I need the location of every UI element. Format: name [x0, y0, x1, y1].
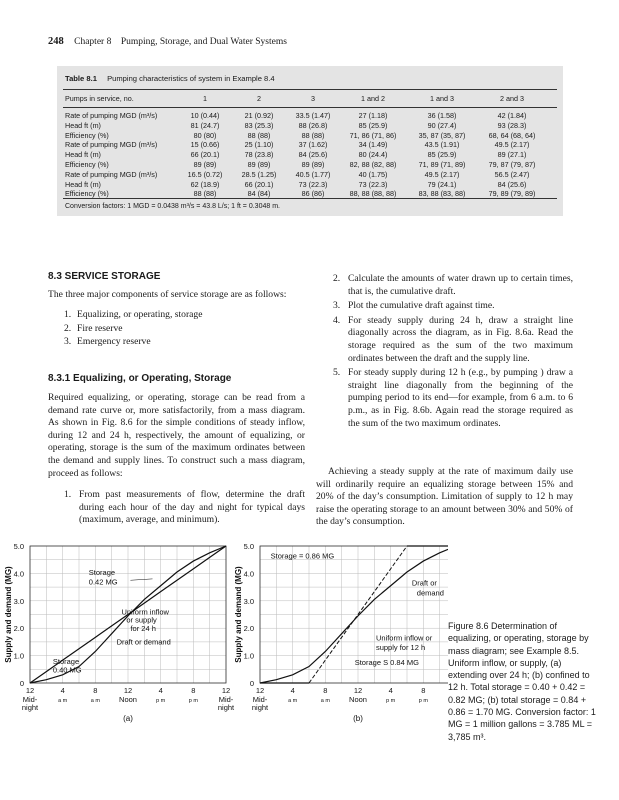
table-cell: 84 (25.6)	[497, 179, 527, 189]
table-row	[65, 131, 555, 141]
y-tick-label: 0	[19, 679, 24, 688]
table-cell: 80 (80)	[193, 130, 217, 140]
x-tick-sublabel: a m	[58, 698, 68, 704]
table-cell: 81 (24.7)	[190, 120, 220, 130]
list-item: 2. Fire reserve	[64, 322, 123, 334]
table-cell: 33.5 (1.47)	[295, 111, 331, 120]
annotation-storage-a-bottom: 0.40 MG	[52, 665, 82, 675]
annotation-storage-a-bottom: Storage	[52, 656, 80, 666]
table-cell: 71, 89 (71, 89)	[418, 160, 466, 169]
table-cell: 66 (20.1)	[244, 179, 274, 189]
annotation-storage-b-top: Storage = 0.86 MG	[270, 551, 335, 561]
table-cell: Head ft (m)	[65, 179, 101, 189]
y-tick-label: 4.0	[13, 569, 24, 579]
annotation-uniform-inflow: or supply	[126, 615, 157, 625]
table-row	[65, 140, 555, 150]
y-tick-label: 0	[249, 679, 254, 688]
table-cell: 36 (1.58)	[427, 111, 457, 120]
table-cell: 88 (88)	[301, 130, 325, 140]
table-cell: 66 (20.1)	[190, 150, 220, 160]
table-cell: 68, 64 (68, 64)	[488, 130, 536, 140]
table-cell: 89 (89)	[247, 160, 271, 169]
table-cell: 62 (18.9)	[190, 179, 220, 189]
table-cell: 73 (22.3)	[358, 179, 388, 189]
table-cell: 28.5 (1.25)	[241, 169, 277, 179]
table-cell: 89 (27.1)	[497, 150, 527, 160]
table-header-cell: 3	[311, 94, 315, 103]
table-cell: 40.5 (1.77)	[295, 169, 331, 179]
annotation-draft-demand-b: demand	[416, 588, 444, 598]
x-tick-label: 12	[353, 686, 363, 695]
table-cell: 83 (25.3)	[244, 120, 274, 130]
table-conversion-note: Conversion factors: 1 MGD = 0.0438 m³/s = 43.8 L/s; 1 ft = 0.3048 m.	[65, 203, 280, 210]
annotation-uniform-inflow-b: supply for 12 h	[375, 643, 426, 653]
table-cell: 88 (88)	[247, 130, 271, 140]
table-cell: 16.5 (0.72)	[187, 169, 223, 179]
list-item: 5. For steady supply during 12 h (e.g., by pumping ) draw a straight line diagonally from the beginning of the pumping period to its end—for example, from 6 a.m. to 6 p.m., as in Fig. 8.6b. Again read the storage required as the sum of the two maximum ordinates.	[333, 367, 573, 429]
table-cell: Rate of pumping MGD (m³/s)	[65, 111, 158, 120]
panel-label: (a)	[123, 714, 133, 723]
table-row	[65, 121, 555, 131]
table-row	[65, 160, 555, 170]
annotation-uniform-inflow: Uniform inflow	[121, 607, 169, 617]
running-title: Chapter 8 Pumping, Storage, and Dual Water Systems	[74, 37, 287, 47]
table-caption	[65, 74, 275, 83]
table-cell: 84 (25.6)	[298, 150, 328, 160]
x-tick-label: 4	[388, 686, 393, 695]
table-cell: 89 (89)	[301, 160, 325, 169]
table-header-cell: Pumps in service, no.	[65, 94, 134, 103]
table-cell: 56.5 (2.47)	[494, 169, 530, 179]
list-item: 3. Emergency reserve	[64, 336, 151, 348]
table-cell: Rate of pumping MGD (m³/s)	[65, 140, 158, 150]
y-tick-label: 2.0	[13, 624, 24, 634]
y-tick-label: 4.0	[243, 569, 254, 579]
y-tick-label: 3.0	[13, 596, 24, 606]
x-tick-sublabel: a m	[320, 698, 330, 704]
figure-8-6	[0, 535, 448, 735]
table-header-cell: 1 and 3	[430, 94, 454, 103]
table-cell: Efficiency (%)	[65, 130, 109, 140]
table-row	[65, 150, 555, 160]
table-header-cell: 1	[203, 94, 207, 103]
section-intro: The three major components of service storage are as follows:	[48, 289, 287, 300]
table-cell: 71, 86 (71, 86)	[349, 130, 397, 140]
table-cell: 79, 87 (79, 87)	[488, 160, 536, 169]
y-axis-label: Supply and demand (MG)	[234, 566, 243, 663]
annotation-storage-a-top: 0.42 MG	[88, 577, 118, 587]
annotation-storage-a-top: Storage	[88, 567, 116, 577]
table-header-cell: 1 and 2	[361, 94, 385, 103]
x-tick-sublabel: p m	[156, 698, 166, 704]
x-tick-sublabel: Mid-	[218, 695, 234, 704]
list-item: 4. For steady supply during 24 h, draw a straight line diagonally across the diagram, as in Fig. 8.6a. Read the storage required as the sum of the two maximum ordinates between the draft and the supply line.	[333, 314, 573, 364]
x-tick-label: 4	[290, 686, 295, 695]
table-cell: 82, 88 (82, 88)	[349, 160, 397, 169]
table-header-cell: 2	[257, 94, 261, 103]
table-row	[65, 180, 555, 190]
list-item: 2. Calculate the amounts of water drawn up to certain times, that is, the cumulative draft.	[333, 273, 573, 297]
table-title: Pumping characteristics of system in Example 8.4	[107, 74, 275, 83]
table-cell: 43.5 (1.91)	[424, 140, 460, 150]
x-tick-label: 8	[191, 686, 196, 695]
table-row	[65, 170, 555, 180]
table-cell: 37 (1.62)	[298, 140, 328, 150]
table-cell: 49.5 (2.17)	[494, 140, 530, 150]
table-cell: 15 (0.66)	[190, 140, 220, 150]
x-tick-sublabel: p m	[418, 698, 428, 704]
section-heading: 8.3 SERVICE STORAGE	[48, 271, 161, 282]
x-tick-label: 12	[123, 686, 133, 695]
table-cell: 25 (1.10)	[244, 140, 274, 150]
table-cell: Head ft (m)	[65, 150, 101, 160]
table-cell: 83, 88 (83, 88)	[418, 189, 466, 199]
table-cell: 93 (28.3)	[497, 120, 527, 130]
table-label: Table 8.1	[65, 74, 97, 83]
list-item: 3. Plot the cumulative draft against time.	[333, 300, 495, 312]
x-tick-sublabel: night	[21, 703, 39, 712]
table-rule-bottom	[63, 198, 557, 199]
equalizing-paragraph: Required equalizing, or operating, storage can be read from a demand rate curve or, more satisfactorily, from a mass diagram. As shown in Fig. 8.6 for the simple conditions of steady inflow, during 12 and 24 h, respectively, the amount of equalizing, or operating, storage is the sum of the maximum ordinates between the demand and supply lines. To construct such a mass diagram, proceed as follows:	[48, 392, 305, 479]
steps-list	[333, 273, 573, 430]
annotation-leader	[130, 579, 152, 580]
table-cell: 35, 87 (35, 87)	[418, 130, 466, 140]
y-axis-label: Supply and demand (MG)	[4, 566, 13, 663]
table-cell: 88 (26.8)	[298, 120, 328, 130]
annotation-uniform-inflow-b: Uniform inflow or	[375, 633, 433, 643]
x-tick-sublabel: a m	[90, 698, 100, 704]
x-tick-sublabel: a m	[288, 698, 298, 704]
x-tick-label: 8	[421, 686, 426, 695]
table-header-cell: 2 and 3	[500, 94, 524, 103]
table-cell: 40 (1.75)	[358, 169, 388, 179]
annotation-draft-demand-b: Draft or	[411, 578, 437, 588]
table-cell: 89 (89)	[193, 160, 217, 169]
table-cell: 42 (1.84)	[497, 111, 527, 120]
table-cell: 85 (25.9)	[427, 150, 457, 160]
x-tick-sublabel: Mid-	[252, 695, 268, 704]
page-number: 248	[48, 36, 64, 47]
table-cell: 79 (24.1)	[427, 179, 457, 189]
table-cell: 49.5 (2.17)	[424, 169, 460, 179]
annotation-draft-demand: Draft or demand	[116, 637, 171, 647]
table-cell: Efficiency (%)	[65, 160, 109, 169]
x-tick-sublabel: Noon	[119, 695, 137, 704]
table-cell: 80 (24.4)	[358, 150, 388, 160]
table-cell: 90 (27.4)	[427, 120, 457, 130]
x-tick-sublabel: night	[217, 703, 235, 712]
table-8-1	[57, 66, 563, 216]
x-tick-label: 4	[158, 686, 163, 695]
table-cell: 84 (84)	[247, 189, 271, 199]
y-tick-label: 5.0	[13, 542, 24, 551]
x-tick-label: 4	[60, 686, 65, 695]
subsection-heading: 8.3.1 Equalizing, or Operating, Storage	[48, 373, 232, 384]
x-tick-sublabel: night	[251, 703, 269, 712]
y-tick-label: 2.0	[243, 624, 254, 634]
table-cell: 86 (86)	[301, 189, 325, 199]
y-tick-label: 3.0	[243, 596, 254, 606]
table-row	[65, 111, 555, 121]
x-tick-sublabel: p m	[188, 698, 198, 704]
panel-label: (b)	[353, 714, 363, 723]
x-tick-label: 8	[323, 686, 328, 695]
right-paragraph: Achieving a steady supply at the rate of maximum daily use will ordinarily require an equalizing storage between 15% and 20% of the day’s consumption. Limitation of supply to 12 h may raise the operating storage to an amount between 30% and 50% of the day’s consumption.	[316, 466, 573, 528]
table-rule-top	[63, 89, 557, 90]
step-1: 1. From past measurements of flow, determine the draft during each hour of the day and night for typical days (maximum, average, and minimum).	[64, 489, 305, 526]
table-cell: Rate of pumping MGD (m³/s)	[65, 169, 158, 179]
table-cell: Head ft (m)	[65, 120, 101, 130]
table-cell: 78 (23.8)	[244, 150, 274, 160]
y-tick-label: 1.0	[243, 651, 254, 661]
annotation-uniform-inflow: for 24 h	[130, 623, 156, 633]
list-item: 1. Equalizing, or operating, storage	[64, 309, 203, 320]
table-cell: 10 (0.44)	[190, 111, 220, 120]
y-tick-label: 1.0	[13, 651, 24, 661]
table-header-row	[65, 94, 555, 104]
x-tick-sublabel: p m	[386, 698, 396, 704]
table-cell: 85 (25.9)	[358, 120, 388, 130]
table-cell: 73 (22.3)	[298, 179, 328, 189]
table-cell: Efficiency (%)	[65, 189, 109, 199]
table-cell: 27 (1.18)	[358, 111, 388, 120]
figure-caption: Figure 8.6 Determination of equalizing, or operating, storage by mass diagram; see Example 8.5. Uniform inflow, or supply, (a) extending over 24 h; (b) confined to 12 h. Total storage = 0.40 + 0.42 = 0.82 MG; (b) total storage = 0.84 + 0.86 = 1.70 MG. Conversion factor: 1 MG = 1 million gallons = 3.785 ML = 3,785 m³.	[448, 621, 596, 742]
table-cell: 88, 88 (88, 88)	[349, 189, 397, 199]
x-tick-sublabel: Mid-	[22, 695, 38, 704]
components-list	[64, 309, 304, 349]
running-header	[48, 36, 287, 47]
x-tick-label: 8	[93, 686, 98, 695]
y-tick-label: 5.0	[243, 542, 254, 551]
x-tick-label: 12	[255, 686, 265, 695]
x-tick-label: 12	[221, 686, 231, 695]
table-cell: 21 (0.92)	[244, 111, 274, 120]
table-cell: 88 (88)	[193, 189, 217, 199]
table-rule-mid	[63, 107, 557, 108]
table-cell: 34 (1.49)	[358, 140, 388, 150]
table-cell: 79, 89 (79, 89)	[488, 189, 536, 199]
x-tick-sublabel: Noon	[349, 695, 367, 704]
annotation-storage-b-bottom: Storage S 0.84 MG	[354, 658, 419, 668]
x-tick-label: 12	[25, 686, 35, 695]
